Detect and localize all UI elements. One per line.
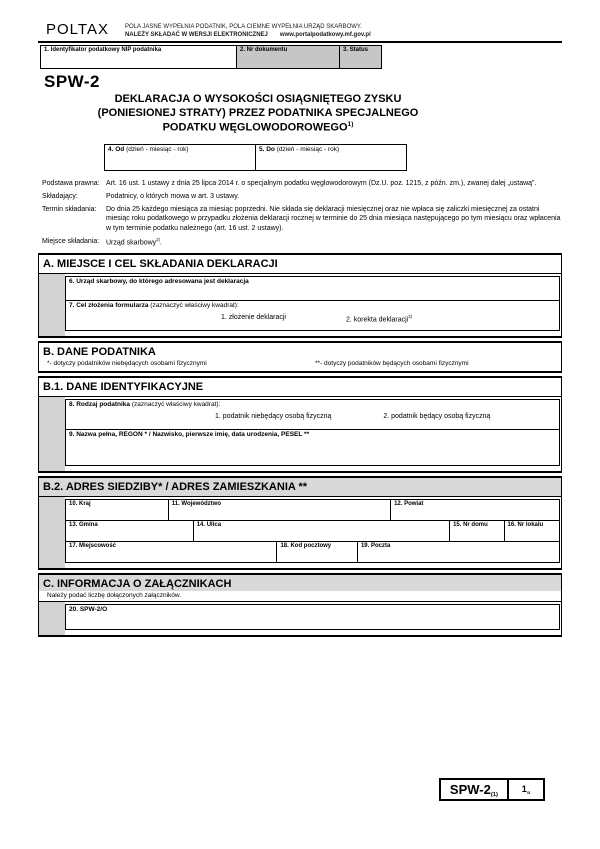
- shaded-margin-strip: [39, 397, 65, 471]
- field-9-full-name[interactable]: [65, 429, 560, 466]
- section-c-body: [39, 602, 561, 635]
- status-label: 3. Status: [343, 47, 369, 53]
- poltax-logo: POLTAX: [46, 21, 109, 38]
- field-6-label: 6. Urząd skarbowy, do którego adresowana jest deklaracja: [69, 278, 249, 286]
- field-20-spw2o-count[interactable]: [65, 604, 560, 630]
- section-c-title: C. INFORMACJA O ZAŁĄCZNIKACH: [39, 575, 561, 591]
- title-footnote-marker: 1): [347, 120, 354, 128]
- legal-row-podstawa: Podstawa prawna: Art. 16 ust. 1 ustawy z dnia 25 lipca 2014 r. o specjalnym podatku węglowodorowym (Dz.U. poz. 1215, z późn. zm.), zwanej dalej „ustawą”.: [42, 179, 537, 187]
- footnote-single-star: *- dotyczy podatników niebędących osobami fizycznymi: [47, 360, 207, 368]
- section-c-subtitle: Należy podać liczbę dołączonych załączników.: [39, 591, 561, 602]
- status-field: [339, 45, 382, 69]
- form-sheet: [38, 14, 562, 637]
- form-title-line1: DEKLARACJA O WYSOKOŚCI OSIĄGNIĘTEGO ZYSKU: [114, 93, 402, 105]
- section-b2: [38, 476, 562, 570]
- document-number-label: 2. Nr dokumentu: [240, 47, 288, 53]
- korekta-footnote-marker: 3): [408, 314, 412, 320]
- field-11-wojewodztwo[interactable]: 11. Województwo: [168, 499, 391, 521]
- field-17-miejscowosc[interactable]: 17. Miejscowość: [65, 541, 277, 563]
- field-20-label: 20. SPW-2/O: [69, 606, 108, 614]
- section-a-title: A. MIEJSCE I CEL SKŁADANIA DEKLARACJI: [39, 255, 561, 274]
- option-korekta-deklaracji[interactable]: 2. korekta deklaracji$^{3)}$: [345, 314, 412, 324]
- field-19-poczta[interactable]: 19. Poczta: [357, 541, 560, 563]
- field-13-gmina[interactable]: 13. Gmina: [65, 520, 194, 542]
- period-to-field[interactable]: [255, 144, 407, 171]
- nip-field-label: 1. Identyfikator podatkowy NIP podatnika: [44, 47, 162, 53]
- shaded-margin-strip: [39, 497, 65, 568]
- section-b-title: B. DANE PODATNIKA: [43, 346, 156, 359]
- section-b1-title: B.1. DANE IDENTYFIKACYJNE: [39, 378, 561, 397]
- option-podatnik-bedacy-osoba-fizyczna[interactable]: 2. podatnik będący osobą fizyczną: [383, 413, 491, 421]
- section-b1-body: [39, 397, 561, 471]
- nip-field[interactable]: [40, 45, 237, 69]
- field-7-purpose: [65, 300, 560, 331]
- legal-info-block: [38, 179, 562, 248]
- shaded-margin-strip: [39, 274, 65, 336]
- footer-version-marker: (1): [490, 792, 498, 798]
- section-b1: [38, 376, 562, 473]
- field-8-taxpayer-type: [65, 399, 560, 430]
- portal-url: www.portalpodatkowy.mf.gov.pl: [279, 32, 371, 39]
- field-7-label: 7. Cel złożenia formularza (zaznaczyć właściwy kwadrat):: [69, 302, 239, 310]
- legal-row-termin: Termin składania: Do dnia 25 każdego miesiąca za miesiąc poprzedni. Nie składa się deklaracji miesięcznej oraz nie wpłaca się zaliczki miesięcznej za ostatni miesiąc roku podatkowego w przypadku złożenia deklaracji rocznej w terminie do 25 dnia miesiąca następującego po tym miesiącu oraz wpłacenia w tym terminie podatku należnego (art. 16 ust. 2 ustawy).: [42, 205, 561, 233]
- section-c: [38, 573, 562, 637]
- section-a: [38, 253, 562, 338]
- field-8-label: 8. Rodzaj podatnika (zaznaczyć właściwy kwadrat):: [69, 401, 221, 409]
- address-row-3: [65, 541, 560, 563]
- field-12-powiat[interactable]: 12. Powiat: [390, 499, 560, 521]
- footer-page-number: $1_{/3}$: [521, 784, 531, 795]
- footnote-double-star: **- dotyczy podatników będących osobami fizycznymi: [315, 360, 469, 368]
- section-b2-body: [39, 497, 561, 568]
- address-row-1: [65, 499, 560, 521]
- header: [38, 14, 562, 40]
- miejsce-footnote-marker: 2): [156, 236, 160, 242]
- form-title-line2: (PONIESIONEJ STRATY) PRZEZ PODATNIKA SPECJALNEGO: [97, 106, 419, 119]
- footer-form-code: SPW-$2_{(1)}$: [441, 780, 509, 799]
- address-row-2: [65, 520, 560, 542]
- period-to-label: 5. Do (dzień - miesiąc - rok): [259, 145, 340, 153]
- field-18-kod-pocztowy[interactable]: 18. Kod pocztowy: [276, 541, 358, 563]
- header-notice-line1: POLA JASNE WYPEŁNIA PODATNIK, POLA CIEMNE WYPEŁNIA URZĄD SKARBOWY.: [124, 24, 362, 30]
- field-15-nr-domu[interactable]: 15. Nr domu: [449, 520, 504, 542]
- header-notice: [125, 14, 371, 40]
- period-from-label: 4. Od (dzień - miesiąc - rok): [108, 145, 189, 153]
- period-from-field[interactable]: [104, 144, 256, 171]
- option-podatnik-niebedacy-osoba-fizyczna[interactable]: 1. podatnik niebędący osobą fizyczną: [215, 413, 332, 421]
- field-16-nr-lokalu[interactable]: 16. Nr lokalu: [504, 520, 560, 542]
- legal-row-miejsce: Miejsce składania: Urząd skarbowy$^{2)}$.: [42, 236, 162, 247]
- tax-period-row: [104, 144, 562, 171]
- header-notice-line2: NALEŻY SKŁADAĆ W WERSJI ELEKTRONICZNEJ: [124, 32, 268, 39]
- document-number-field: [236, 45, 340, 69]
- id-fields-row: [40, 45, 562, 69]
- field-9-label: 9. Nazwa pełna, REGON * / Nazwisko, pierwsze imię, data urodzenia, PESEL **: [69, 431, 310, 439]
- shaded-margin-strip: [39, 602, 65, 635]
- field-14-ulica[interactable]: 14. Ulica: [193, 520, 450, 542]
- field-6-tax-office[interactable]: [65, 276, 560, 301]
- header-rule: [38, 41, 562, 43]
- field-10-kraj[interactable]: 10. Kraj: [65, 499, 169, 521]
- form-code: SPW-2: [44, 72, 100, 91]
- form-title: [38, 93, 478, 135]
- page-footer-box: [439, 778, 545, 801]
- section-b: [38, 341, 562, 373]
- section-a-body: [39, 274, 561, 336]
- section-b2-title: B.2. ADRES SIEDZIBY* / ADRES ZAMIESZKANIA **: [39, 478, 561, 497]
- legal-row-skladajacy: Składający: Podatnicy, o których mowa w art. 3 ustawy.: [42, 192, 240, 200]
- section-b-footnotes: [39, 359, 561, 371]
- option-zlozenie-deklaracji[interactable]: 1. złożenie deklaracji: [221, 314, 286, 322]
- form-title-line3: PODATKU WĘGLOWODOROWEGO$^{1)}$: [162, 120, 354, 134]
